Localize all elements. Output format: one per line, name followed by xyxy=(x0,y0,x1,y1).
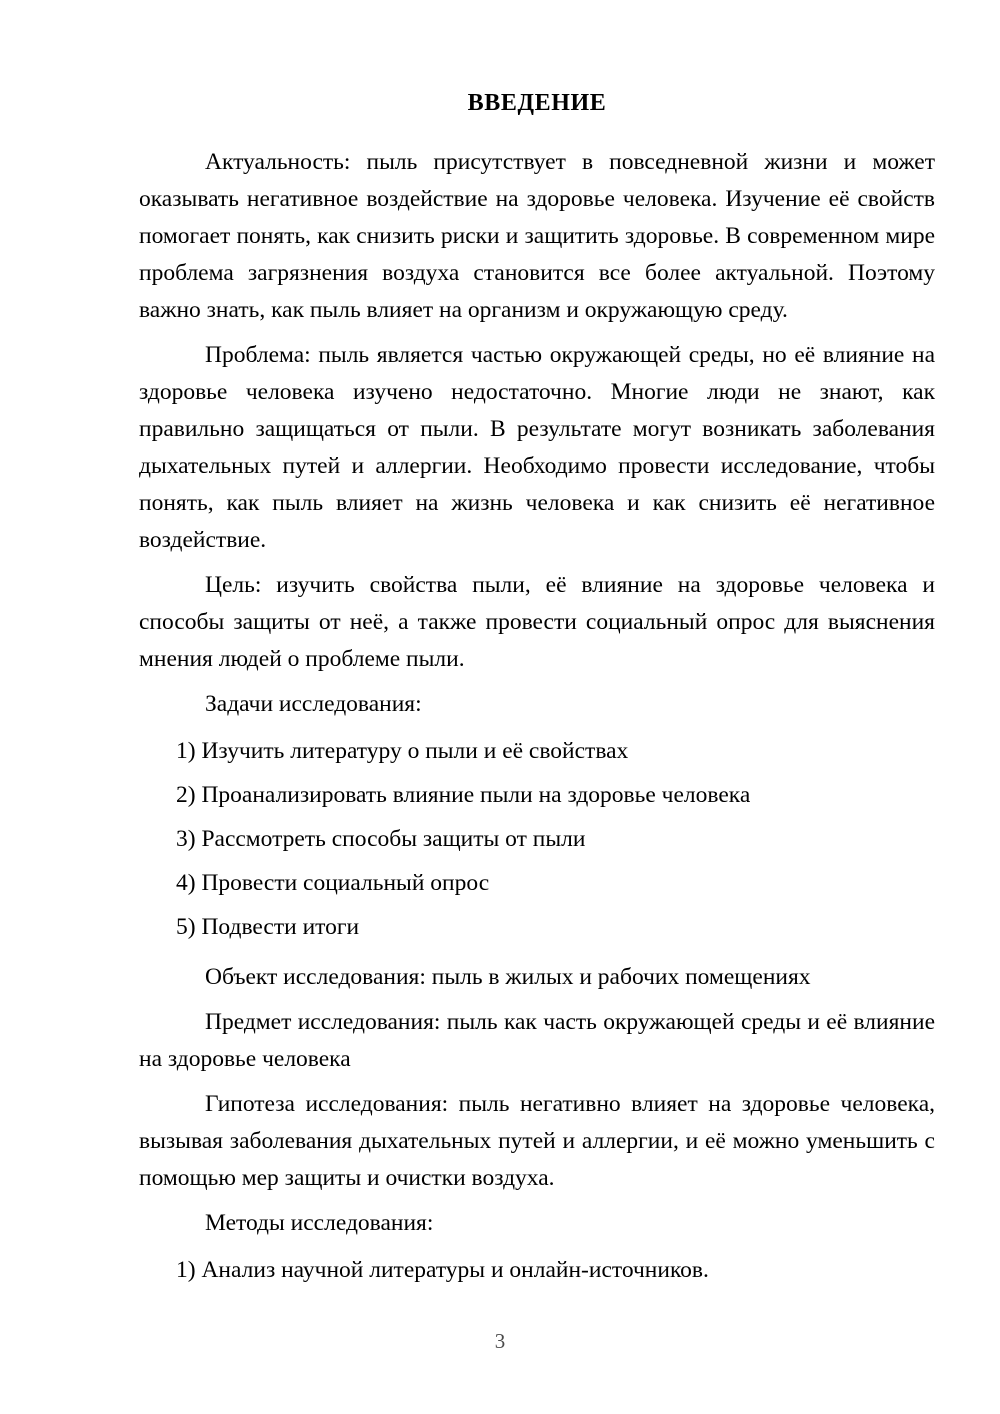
page-number: 3 xyxy=(494,1329,506,1353)
tasks-heading: Задачи исследования: xyxy=(205,691,422,717)
paragraph-hypothesis: Гипотеза исследования: пыль негативно влияет на здоровье человека, вызывая заболевания дыхательных путей и аллергии, и её можно уменьшить с помощью мер защиты и очистки воздуха. xyxy=(139,1091,935,1191)
document-body xyxy=(139,88,935,1296)
paragraph-object: Объект исследования: пыль в жилых и рабочих помещениях xyxy=(205,964,811,990)
list-item: 5) Подвести итоги xyxy=(176,914,360,940)
list-item: 4) Провести социальный опрос xyxy=(176,870,490,896)
list-item: 2) Проанализировать влияние пыли на здоровье человека xyxy=(176,782,751,808)
list-item: 1) Изучить литературу о пыли и её свойствах xyxy=(176,738,629,764)
paragraph-relevance: Актуальность: пыль присутствует в повседневной жизни и может оказывать негативное воздействие на здоровье человека. Изучение её свойств помогает понять, как снизить риски и защитить здоровье. В современном мире проблема загрязнения воздуха становится все более актуальной. Поэтому важно знать, как пыль влияет на организм и окружающую среду. xyxy=(139,149,935,323)
paragraph-goal: Цель: изучить свойства пыли, её влияние на здоровье человека и способы защиты от неё, а также провести социальный опрос для выяснения мнения людей о проблеме пыли. xyxy=(139,572,935,672)
paragraph-subject: Предмет исследования: пыль как часть окружающей среды и её влияние на здоровье человека xyxy=(139,1009,935,1072)
methods-heading: Методы исследования: xyxy=(205,1210,434,1236)
methods-list xyxy=(139,1252,935,1289)
list-item: 1) Анализ научной литературы и онлайн-источников. xyxy=(176,1257,709,1283)
list-item: 3) Рассмотреть способы защиты от пыли xyxy=(176,826,586,852)
tasks-list xyxy=(139,733,935,946)
page-title: ВВЕДЕНИЕ xyxy=(467,90,607,116)
paragraph-problem: Проблема: пыль является частью окружающей среды, но её влияние на здоровье человека изучено недостаточно. Многие люди не знают, как правильно защищаться от пыли. В результате могут возникать заболевания дыхательных путей и аллергии. Необходимо провести исследование, чтобы понять, как пыль влияет на жизнь человека и как снизить её негативное воздействие. xyxy=(139,342,935,553)
